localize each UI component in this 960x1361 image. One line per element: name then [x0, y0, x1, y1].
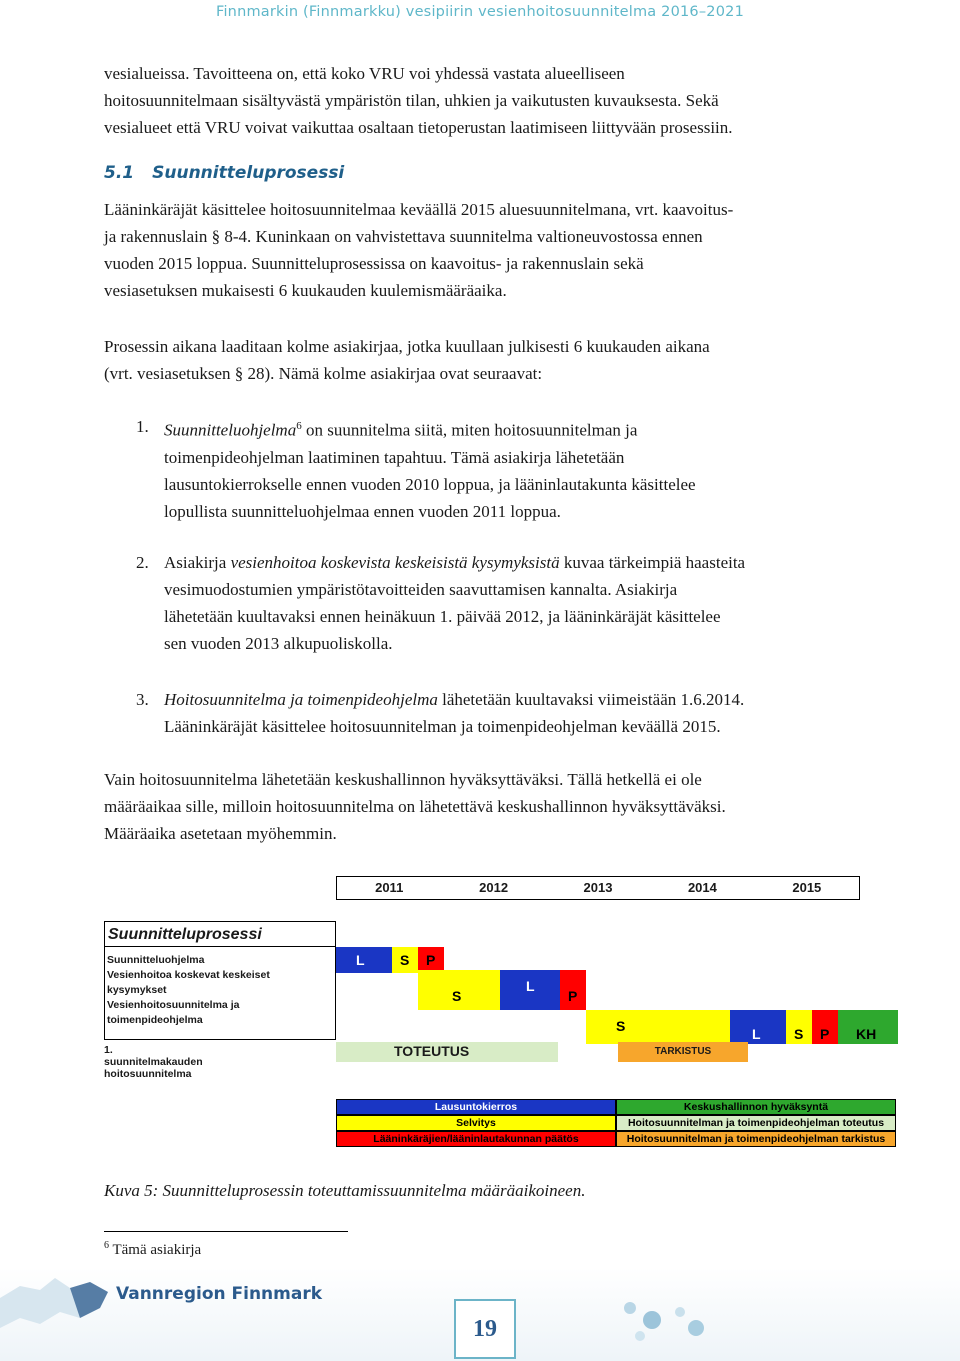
- intro-paragraph: [104, 60, 874, 141]
- phase-block-green: KH: [838, 1010, 898, 1044]
- phase-block-blue: L: [500, 970, 560, 1010]
- text-line: vesialueet että VRU voivat vaikuttaa osaltaan tietoperustan laatimiseen liittyvään prosessiin.: [104, 118, 733, 137]
- text-line: vesialueissa. Tavoitteena on, että koko VRU voi yhdessä vastata alueelliseen: [104, 64, 625, 83]
- doc-name: Suunnitteluohjelma: [164, 420, 297, 440]
- section-number: 5.1: [104, 163, 135, 183]
- text-line: hoitosuunnitelmaan sisältyvästä ympäristön tilan, uhkien ja vaikutusten kuvauksesta. Sekä: [104, 91, 719, 110]
- footnote-divider: [104, 1231, 348, 1232]
- text-line: ja rakennuslain § 8-4. Kuninkaan on vahvistettava suunnitelma valtioneuvostossa ennen: [104, 227, 703, 246]
- text-line: lopullista suunnitteluohjelmaa ennen vuoden 2011 loppua.: [164, 501, 561, 521]
- phase-block-yellow: S: [418, 970, 500, 1010]
- review-bar: TARKISTUS: [618, 1042, 748, 1062]
- text-line: lähetetään kuultavaksi ennen heinäkuun 1. päivää 2012, ja lääninkäräjät käsittelee: [164, 607, 721, 626]
- year-label: 2012: [479, 880, 509, 895]
- running-header: Finnmarkin (Finnmarkku) vesipiirin vesienhoitosuunnitelma 2016–2021: [215, 4, 745, 20]
- list-number: 3.: [136, 690, 149, 709]
- section-heading: [104, 163, 344, 183]
- timeline-labels: Suunnitteluohjelma Vesienhoitoa koskevat keskeiset kysymykset Vesienhoitosuunnitelma ja toimenpideohjelma: [104, 947, 336, 1040]
- legend-survey: Selvitys: [336, 1115, 616, 1131]
- year-label: 2014: [687, 880, 717, 895]
- doc-name: vesienhoitoa koskevista keskeisistä kysymyksistä: [230, 553, 560, 572]
- map-icon: [0, 1268, 112, 1361]
- figure-caption: Kuva 5: Suunnitteluprosessin toteuttamissuunnitelma määräaikoineen.: [104, 1181, 586, 1200]
- phase-block-yellow: S: [786, 1010, 812, 1044]
- legend-consultation: Lausuntokierros: [336, 1099, 616, 1115]
- list-item-2: Asiakirja vesienhoitoa koskevista keskeisistä kysymyksistä kuvaa tärkeimpiä haasteita vesimuodostumien ympäristötavoitteiden saavuttamisen kannalta. Asiakirja lähetetään kuultavaksi ennen heinäkuun 1. päivää 2012, ja lääninkäräjät käsittelee sen vuoden 2013 alkupuoliskolla.: [164, 549, 870, 657]
- text-line: Määräaika asetetaan myöhemmin.: [104, 824, 337, 843]
- implementation-label: 1. suunnitelmakauden hoitosuunnitelma: [104, 1044, 203, 1080]
- text-line: Lääninkäräjät käsittelee hoitosuunnitelmaa keväällä 2015 aluesuunnitelmana, vrt. kaavoitus-: [104, 200, 734, 219]
- year-label: 2011: [375, 880, 404, 895]
- year-label: 2015: [792, 880, 822, 895]
- text-line: (vrt. vesiasetuksen § 28). Nämä kolme asiakirjaa ovat seuraavat:: [104, 364, 543, 383]
- phase-block-blue: L: [336, 947, 392, 973]
- phase-block-yellow: S: [586, 1010, 730, 1044]
- water-drops-icon: [600, 1290, 730, 1350]
- legend-review: Hoitosuunnitelman ja toimenpideohjelman tarkistus: [616, 1131, 896, 1147]
- text-line: vuoden 2015 loppua. Suunnitteluprosessissa on kaavoitus- ja rakennuslain sekä: [104, 254, 644, 273]
- list-number: 1.: [136, 417, 149, 436]
- footnote: $^6$ Tämä asiakirja: [104, 1240, 202, 1258]
- list-item-1: Suunnitteluohjelma$^6$ on suunnitelma siitä, miten hoitosuunnitelman ja toimenpideohjelman laatiminen tapahtuu. Tämä asiakirja lähetetään lausuntokierrokselle ennen vuoden 2010 loppua, ja lääninlautakunta käsittelee lopullista suunnitteluohjelmaa ennen vuoden 2011 loppua.: [164, 413, 870, 525]
- timeline-title: Suunnitteluprosessi: [104, 921, 336, 947]
- footer-logo: Vannregion Finnmark: [116, 1284, 323, 1304]
- phase-block-red: P: [812, 1010, 838, 1044]
- list-item-3: Hoitosuunnitelma ja toimenpideohjelma lähetetään kuultavaksi viimeistään 1.6.2014. Lääninkäräjät käsittelee hoitosuunnitelman ja toimenpideohjelman keväällä 2015.: [164, 686, 870, 740]
- phase-block-yellow: S: [392, 947, 418, 973]
- text-line: Lääninkäräjät käsittelee hoitosuunnitelman ja toimenpideohjelman keväällä 2015.: [164, 717, 721, 736]
- text-line: Vain hoitosuunnitelma lähetetään keskushallinnon hyväksyttäväksi. Tällä hetkellä ei ole: [104, 770, 702, 789]
- phase-block-red: P: [418, 947, 444, 973]
- footnote-ref[interactable]: 6: [296, 420, 302, 432]
- paragraph-2: [104, 333, 874, 387]
- paragraph-3: [104, 766, 874, 847]
- doc-name: Hoitosuunnitelma ja toimenpideohjelma: [164, 690, 438, 709]
- phase-block-blue: L: [730, 1010, 786, 1044]
- year-label: 2013: [583, 880, 613, 895]
- text-line: lausuntokierrokselle ennen vuoden 2010 loppua, ja lääninlautakunta käsittelee: [164, 474, 696, 494]
- year-header: [336, 876, 860, 900]
- legend-decision: Lääninkäräjien/lääninlautakunnan päätös: [336, 1131, 616, 1147]
- legend-implementation: Hoitosuunnitelman ja toimenpideohjelman toteutus: [616, 1115, 896, 1131]
- text-line: vesimuodostumien ympäristötavoitteiden saavuttamisen kannalta. Asiakirja: [164, 580, 678, 599]
- text-line: Prosessin aikana laaditaan kolme asiakirjaa, jotka kuullaan julkisesti 6 kuukauden aikana: [104, 337, 710, 356]
- text-line: määräaikaa sille, milloin hoitosuunnitelma on lähetettävä keskushallinnon hyväksyttäväksi.: [104, 797, 726, 816]
- legend-approval: Keskushallinnon hyväksyntä: [616, 1099, 896, 1115]
- paragraph-1: [104, 196, 874, 304]
- text-line: vesiasetuksen mukaisesti 6 kuukauden kuulemismääräaika.: [104, 281, 507, 300]
- page-number: 19: [454, 1299, 516, 1359]
- text-line: toimenpideohjelman laatiminen tapahtuu. Tämä asiakirja lähetetään: [164, 447, 625, 467]
- text-line: sen vuoden 2013 alkupuoliskolla.: [164, 634, 393, 653]
- section-title: Suunnitteluprosessi: [152, 163, 345, 183]
- phase-block-red: P: [560, 970, 586, 1010]
- list-number: 2.: [136, 553, 149, 572]
- implementation-bar: TOTEUTUS: [336, 1042, 558, 1062]
